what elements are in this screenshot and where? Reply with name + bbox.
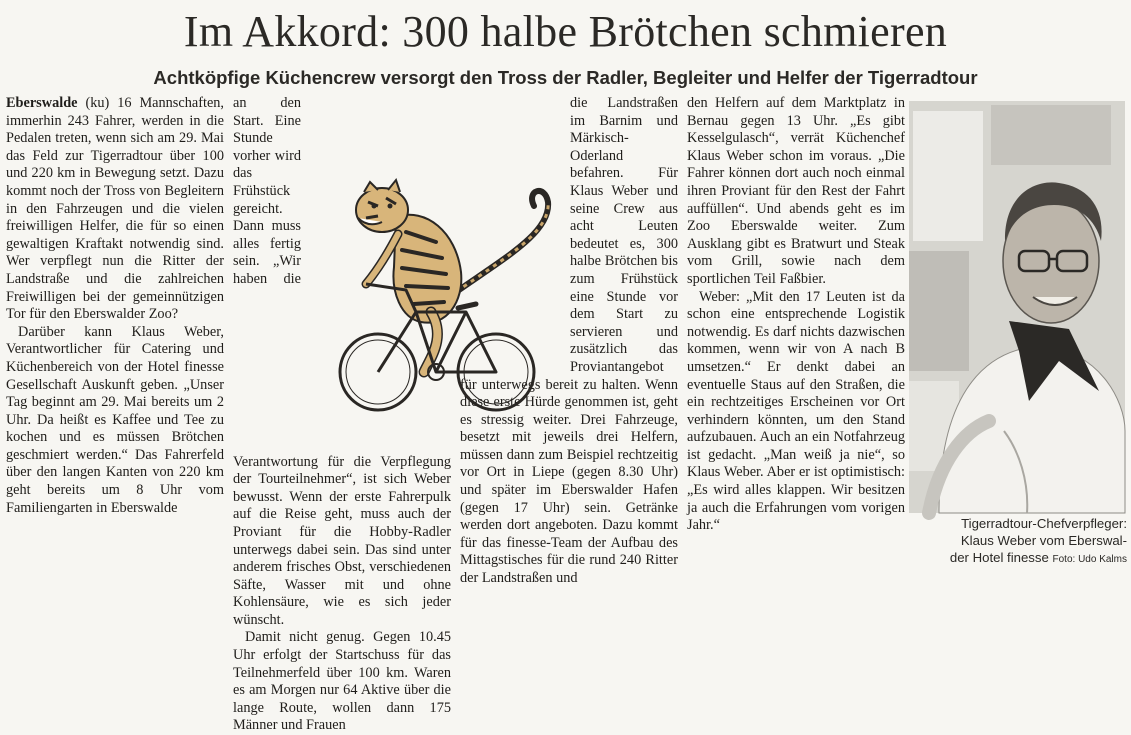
article-paragraph (6, 95, 224, 324)
photo-caption (909, 516, 1127, 568)
article-column-4 (687, 95, 905, 565)
caption-line: Tigerradtour-Chefverpfleger: (961, 516, 1127, 531)
article-paragraph: Darüber kann Klaus Weber, Verantwortlicher für Catering und Küchenbereich von der Hotel finesse Gesellschaft Auskunft geben. „Unser Tag beginnt am 29. Mai bereits um 2 Uhr. Da heißt es Kaffee und Tee zu kochen und es müssen Brötchen geschmiert werden.“ Das Fahrerfeld über den langen Kanten von 220 km geht bereits um 8 Uhr vom Familiengarten in Eberswalde (6, 323, 224, 516)
photo-credit: Foto: Udo Kalms (1052, 553, 1127, 565)
tiger-cyclist-illustration (336, 162, 562, 424)
paragraph-text: (ku) 16 Mannschaften, immerhin 243 Fahrer, werden in die Pedalen treten, wenn sich am 29. Mai das Feld zur Tigerradtour über 100 und 220 km in Bewegung setzt. Dazu kommt noch der Tross von Begleitern in den Fahrzeugen und die vielen freiwilligen Helfer, die für so einen gewaltigen Kraftakt notwendig sind. Wer verpflegt nun die Ritter der Landstraße und die zahlreichen Freiwilligen bei der gemeinnützigen Tor für den Eberswalder Zoo? (6, 95, 225, 323)
article-paragraph: die Landstraßen im Barnim und Märkisch-Oderland befahren. Für Klaus Weber und seine Crew aus acht Leuten bedeutet es, 300 halbe Brötchen bis zum Frühstück eine Stunde vor dem Start zu servieren und zusätzlich das Proviantangebot für unterwegs bereit zu halten. Wenn diese erste Hürde genommen ist, geht es stressig weiter. Drei Fahrzeuge, besetzt mit jeweils drei Helfern, müssen dann zum Beispiel rechtzeitig vor Ort in Liepe (gegen 8.30 Uhr) und später im Eberswalder Hafen (gegen 17 Uhr) sein. Getränke werden dort angeboten. Dazu kommt für das finesse-Team der Aufbau des Mittagstisches für die rund 240 Ritter der Landstraßen und (460, 95, 678, 587)
article-paragraph: den Helfern auf dem Marktplatz in Bernau gegen 13 Uhr. „Es gibt Kesselgulasch“, verrät Küchenchef Klaus Weber schon im voraus. „Die Fahrer können dort auch noch einmal ihren Proviant für den Rest der Fahrt auffüllen“. Und abends geht es im Zoo Eberswalde weiter. Zum Ausklang gibt es Bratwurt und Steak vom Grill, sowie nach dem sportlichen Teil Faßbier. (687, 95, 905, 287)
article-paragraph: Damit nicht genug. Gegen 10.45 Uhr erfolgt der Startschuss für das Teilnehmerfeld über 100 km. Waren es am Morgen nur 64 Aktive über die lange Route, wollen dann 175 Männer und Frauen (233, 629, 451, 734)
article-paragraph: an den Start. Eine Stunde vorher wird das Frühstück gereicht. Dann muss alles fertig sein. „Wir haben die Verantwortung für die Verpflegung der Tourteilnehmer“, ist sich Weber bewusst. Wenn der erste Fahrerpulk auf die Reise geht, muss auch der Proviant für die Hobby-Radler unterwegs dabei sein. Das sind unter anderem frisches Obst, verschiedenen Säfte, Wasser mit und ohne Kohlensäure, wie es sich jeder wünscht. (233, 95, 451, 628)
chef-portrait-photo (909, 101, 1125, 513)
article-paragraph: Weber: „Mit den 17 Leuten ist da schon eine entsprechende Logistik notwendig. Es darf nichts dazwischen kommen, wenn wir von A nach B umsetzen.“ Er denkt dabei an eventuelle Staus auf den Straßen, die ein rechtzeitiges Erscheinen vor Ort verhindern könnten, um den Stand aufzubauen. Auch an ein Notfahrzeug ist gedacht. „Man weiß ja nie“, so Klaus Weber. Aber er ist optimistisch: „Es wird alles klappen. Wir besitzen ja auch die Erfahrungen vom vorigen Jahr.“ (687, 288, 905, 534)
caption-text: der Hotel finesse (949, 549, 1049, 565)
dateline: Eberswalde (6, 95, 78, 111)
caption-line: Klaus Weber vom Eberswal- (960, 532, 1127, 548)
article-column-1 (6, 95, 224, 565)
subheadline: Achtköpfige Küchencrew versorgt den Tross der Radler, Begleiter und Helfer der Tigerradtour (153, 67, 978, 88)
caption-line (909, 550, 1127, 569)
headline: Im Akkord: 300 halbe Brötchen schmieren (183, 7, 948, 56)
